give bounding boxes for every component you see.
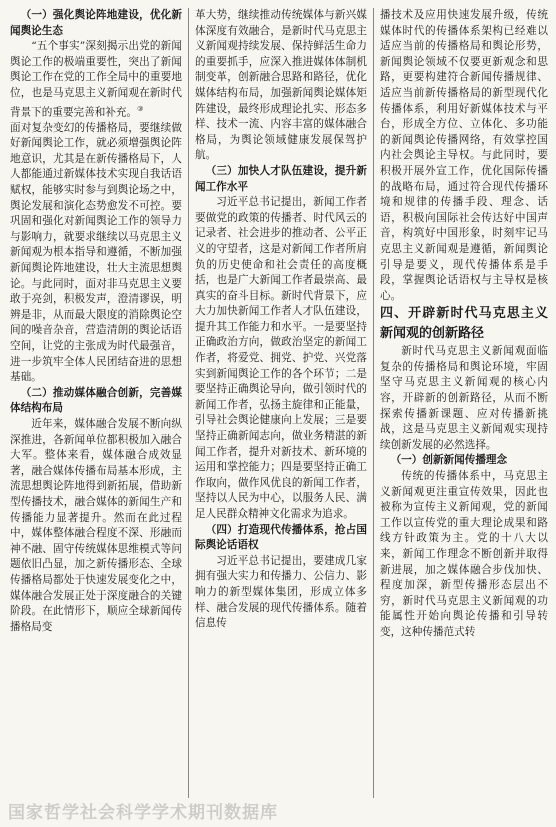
paragraph: 新时代马克思主义新闻观面临复杂的传播格局和舆论环境，牢固坚守马克思主义新闻观的核心内容，开辟新的创新路径，从而不断探索传播新课题、应对传播新挑战，这是马克思主义新闻观实现持续创新发展的必然选择。 <box>380 345 548 451</box>
paragraph: 革大势，继续推动传统媒体与新兴媒体深度有效融合，是新时代马克思主义新闻观持续发展、保持鲜活生命力的重要抓手，应深入推进媒体体制机制变革，创新融合思路和路径，优化媒体结构布局，加强新闻舆论媒体矩阵建设，最终形成理论扎实、形态多样、技术一流、内容丰富的媒体融合格局，为舆论领域健康发展保驾护航。 <box>195 9 367 162</box>
subsection-title-2: （二）推动媒体融合创新，完善媒体结构布局 <box>10 386 182 415</box>
paragraph: 传统的传播体系中，马克思主义新闻观更注重宣传效果，因此也被称为宣传主义新闻观，党的新闻工作以宣传党的重大理论成果和路线方针政策为主。党的十八大以来，新闻工作理念不断创新并取得新进展，加之媒体融合步伐加快、程度加深，新型传播形态层出不穷，新时代马克思主义新闻观的功能属性开始向舆论传播和引导转变，这种传播范式转 <box>380 470 548 638</box>
paragraph: 习近平总书记提出，要建成几家拥有强大实力和传播力、公信力、影响力的新型媒体集团，形成立体多样、融合发展的现代传播体系。随着信息传 <box>195 554 367 630</box>
paragraph-text: “五个事实”深刻揭示出党的新闻舆论工作的极端重要性，突出了新闻舆论工作在党的工作全局中的重要地位，也是马克思主义新闻观在新时代背景下的重要完善和补充。 <box>10 40 182 119</box>
column-divider <box>373 8 374 798</box>
column-divider <box>188 8 189 798</box>
paragraph: 播技术及应用快速发展升级，传统媒体时代的传播体系架构已经难以适应当前的传播格局和舆论形势，新闻舆论领域不仅要更新观念和思路，更要构建符合新闻传播规律、适应当前新传播格局的新型现代化传播体系，利用好新媒体技术与平台，形成全方位、立体化、多功能的新闻舆论传播网络，有效掌控国内社会舆论主导权。与此同时，要积极开展外宣工作，优化国际传播的战略布局，通过符合现代传播环境和规律的传播手段、理念、话语，积极向国际社会传达好中国声音，构筑好中国形象，时刻牢记马克思主义新闻观是遵循，新闻舆论引导是要义，现代传播体系是手段，掌握舆论话语权与主导权是核心。 <box>380 9 548 302</box>
paragraph: 面对复杂变幻的传播格局，要继续做好新闻舆论工作，就必须增强舆论阵地意识，尤其是在新传播格局下，人人都能通过新媒体技术实现自我话语赋权，能够实时参与到舆论场之中，舆论发展和演化态势愈发不可控。要巩固和强化对新闻舆论工作的领导力与影响力，就要求继续以马克思主义新闻观为根本指导和遵循，不断加强新闻舆论阵地建设，壮大主流思想舆论。与此同时，面对非马克思主义要敢于亮剑，积极发声，澄清谬误，明辨是非，从而最大限度的消除舆论空间的噪音杂音，营造清朗的舆论话语空间，让党的主张成为时代最强音，进一步筑牢全体人民团结奋进的思想基础。 <box>10 121 182 384</box>
subsection-title-1: （一）强化舆论阵地建设，优化新闻舆论生态 <box>10 9 182 37</box>
section-heading: 四、开辟新时代马克思主义新闻观的创新路径 <box>380 306 548 342</box>
subsection-title-5: （一）创新新闻传播理念 <box>390 454 508 467</box>
paragraph <box>10 39 182 121</box>
subsection-title-3: （三）加快人才队伍建设，提升新闻工作水平 <box>195 164 367 193</box>
subsection-title-4: （四）打造现代传播体系，抢占国际舆论话语权 <box>195 523 367 552</box>
text-column-3 <box>380 8 548 641</box>
footnote-marker: ③ <box>137 104 144 113</box>
text-column-1 <box>10 8 182 635</box>
paragraph: 习近平总书记提出，新闻工作者要做党的政策的传播者、时代风云的记录者、社会进步的推动者、公平正义的守望者，这是对新闻工作者所肩负的历史使命和社会责任的高度概括，也是广大新闻工作者最崇高、最真实的奋斗目标。新时代背景下，应大力加快新闻工作者人才队伍建设，提升其工作能力和水平。一是要坚持正确政治方向，做政治坚定的新闻工作者，将爱党、拥党、护党、兴党落实到新闻舆论工作的各个环节；二是要坚持正确舆论导向，做引领时代的新闻工作者，弘扬主旋律和正能量，引导社会舆论健康向上发展；三是要坚持正确新闻志向，做业务精湛的新闻工作者，提升对新技术、新环境的运用和掌控能力；四是要坚持正确工作取向，做作风优良的新闻工作者，坚持以人民为中心，以服务人民、满足人民群众精神文化需求为追求。 <box>195 196 367 520</box>
text-column-2 <box>195 8 367 632</box>
database-watermark: 国家哲学社会科学学术期刊数据库 <box>8 803 278 823</box>
paragraph: 近年来，媒体融合发展不断向纵深推进，各新闻单位都积极加入融合大军。整体来看，媒体融合成效显著，融合媒体传播布局基本形成，主流思想舆论阵地得到新拓展，借助新型传播技术，融合媒体的新闻生产和传播能力显著提升。然而在此过程中，媒体整体融合程度不深、形融而神不融、固守传统媒体思维模式等问题依旧凸显，加之新传播形态、全球传播格局都处于快速发展变化之中，媒体融合发展正处于深度融合的关键阶段。在此情形下，顺应全球新闻传播格局变 <box>10 417 182 633</box>
